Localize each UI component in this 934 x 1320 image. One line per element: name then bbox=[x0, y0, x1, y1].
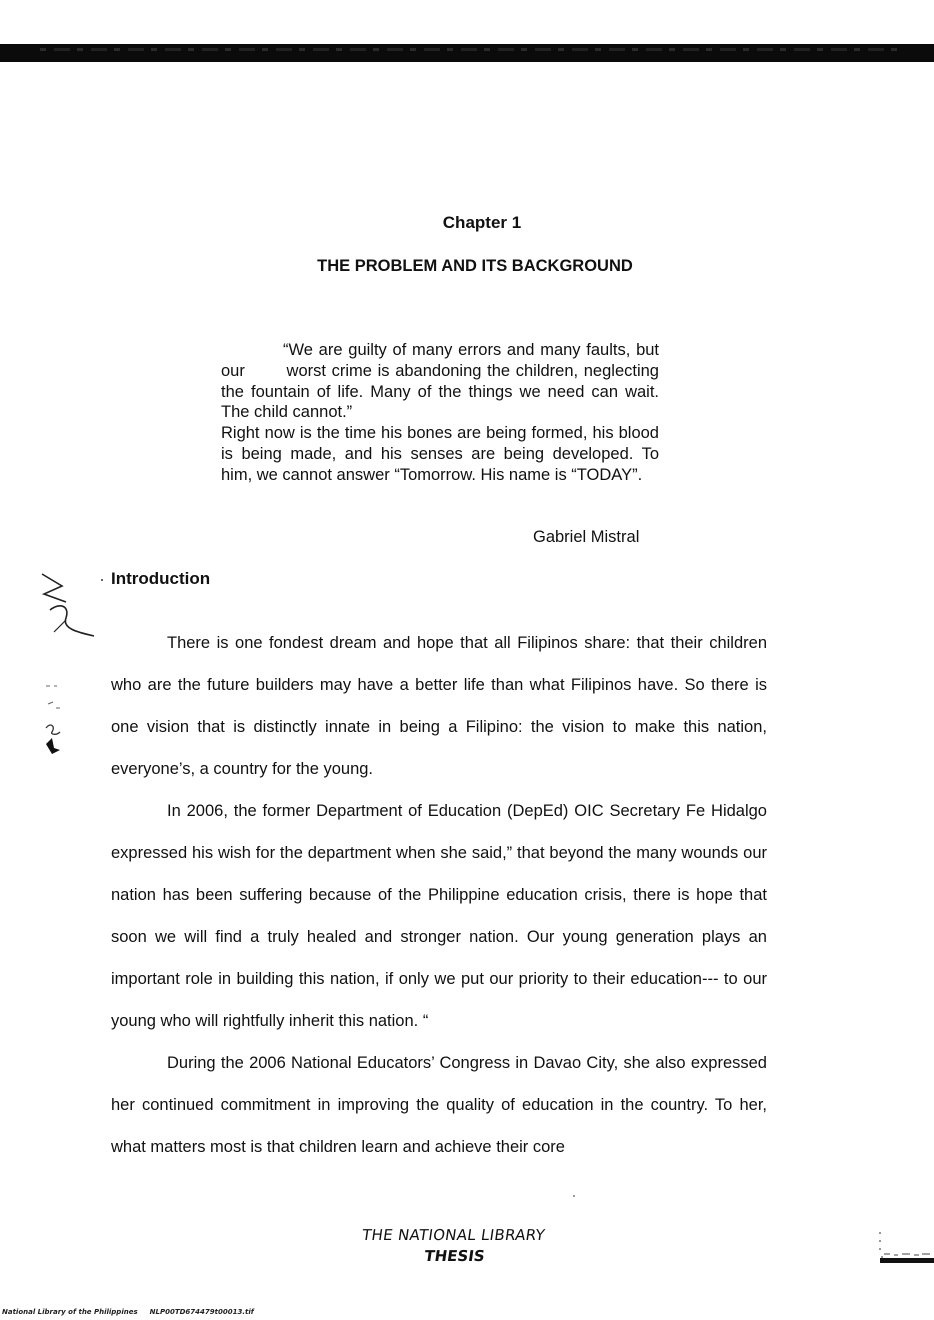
signature-scribble bbox=[42, 574, 94, 636]
epigraph bbox=[221, 340, 659, 486]
scan-noise-strip bbox=[40, 48, 900, 51]
section-heading-introduction: Introduction bbox=[111, 569, 211, 588]
epigraph-line-2-start: but our bbox=[221, 341, 659, 380]
pen-dot bbox=[101, 579, 103, 581]
handwritten-margin-marks bbox=[36, 562, 106, 772]
paragraph-2: In 2006, the former Department of Education (DepEd) OIC Secretary Fe Hidalgo expressed his wish for the department when she said,” that beyond the many wounds our nation has been suffering because of the Philippine education crisis, there is hope that soon we will find a truly healed and stronger nation. Our young generation plays an important role in building this nation, if only we put our priority to their education--- to our young who will rightfully inherit this nation. “ bbox=[111, 802, 767, 1030]
scan-caption bbox=[2, 1308, 254, 1316]
paragraph-1: There is one fondest dream and hope that all Filipinos share: that their children who are the future builders may have a better life than what Filipinos have. So there is one vision that is distinctly innate in being a Filipino: the vision to make this nation, everyone’s, a country for the young. bbox=[111, 634, 767, 778]
epigraph-line-2-rest: worst crime is abandoning the children, neglecting the fountain of life. Many of the things we need can wait. The child cannot.” bbox=[221, 361, 659, 422]
scan-top-border bbox=[0, 44, 934, 62]
scan-file-code: NLP00TD674479t00013.tif bbox=[149, 1308, 254, 1316]
epigraph-paragraph-1 bbox=[221, 340, 659, 423]
chapter-label: Chapter 1 bbox=[442, 213, 522, 232]
pen-tick bbox=[54, 620, 66, 632]
epigraph-paragraph-2: Right now is the time his bones are being formed, his blood is being made, and his senses are being developed. To him, we cannot answer “Tomorrow. His name is “TODAY”. bbox=[221, 424, 659, 484]
paragraph-3: During the 2006 National Educators’ Congress in Davao City, she also expressed her continued commitment in improving the quality of education in the country. To her, what matters most is that children learn and achieve their core bbox=[111, 1054, 767, 1156]
edge-dots bbox=[880, 1232, 882, 1258]
chapter-title: THE PROBLEM AND ITS BACKGROUND bbox=[317, 257, 633, 275]
epigraph-line-1: “We are guilty of many errors and many faults, bbox=[283, 341, 631, 359]
edge-noise bbox=[884, 1254, 930, 1255]
edge-bar bbox=[880, 1258, 934, 1263]
library-stamp bbox=[0, 1225, 934, 1267]
scan-speck bbox=[573, 1195, 575, 1197]
small-scribble-3 bbox=[46, 725, 60, 734]
stamp-library-name: THE NATIONAL LIBRARY bbox=[360, 1226, 547, 1244]
scan-source: National Library of the Philippines bbox=[2, 1308, 138, 1316]
ink-blot bbox=[46, 738, 60, 754]
epigraph-author: Gabriel Mistral bbox=[533, 528, 640, 546]
scan-edge-mark bbox=[876, 1228, 934, 1268]
small-scribble-2 bbox=[48, 702, 60, 708]
body-text bbox=[111, 622, 767, 1168]
stamp-thesis-label: THESIS bbox=[423, 1247, 486, 1265]
